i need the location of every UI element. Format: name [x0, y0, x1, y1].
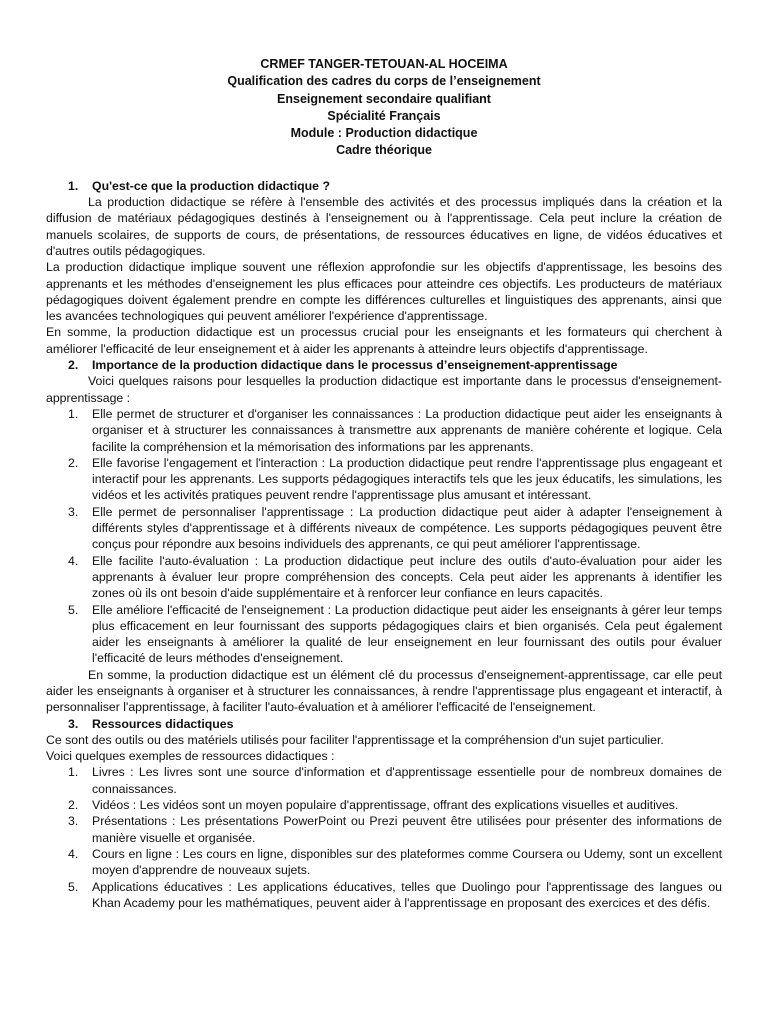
- section-3-intro-2: Voici quelques exemples de ressources didactiques :: [46, 749, 335, 764]
- list-item-text: Elle facilite l'auto-évaluation : La production didactique peut inclure des outils d'auto-évaluation pour aider les apprenants à évaluer leur propre compréhension des concepts. Cela peut aider les apprenants à identifier les zones où ils ont besoin d'aide supplémentaire et à renforcer leur confiance en leurs capacités.: [92, 553, 722, 601]
- header-speciality: Spécialité Français: [327, 108, 441, 123]
- section-2-intro: Voici quelques raisons pour lesquelles la production didactique est importante dans le processus d'enseignement-apprentissage :: [46, 374, 722, 405]
- section-2-list: [46, 406, 722, 667]
- list-number: 4.: [68, 553, 79, 568]
- list-number: 5.: [68, 879, 79, 894]
- list-item-text: Présentations : Les présentations PowerPoint ou Prezi peuvent être utilisées pour présenter des informations de manière visuelle et organisée.: [92, 814, 722, 845]
- section-1-heading: [46, 178, 722, 194]
- list-item-text: Applications éducatives : Les applications éducatives, telles que Duolingo pour l'apprentissage des langues ou Khan Academy pour les mathématiques, peuvent aider à l'apprentissage en proposant des exercices et des défis.: [92, 879, 722, 910]
- section-3-title: Ressources didactiques: [92, 716, 234, 731]
- document-header: [46, 56, 722, 160]
- list-item-text: Elle favorise l'engagement et l'interaction : La production didactique peut rendre l'apprentissage plus engageant et interactif pour les apprenants. Les supports pédagogiques interactifs tels que les jeux éducatifs, les simulations, les vidéos et les activités pratiques peuvent rendre l'apprentissage plus amusant et intéressant.: [92, 455, 722, 503]
- list-number: 1.: [68, 406, 79, 421]
- section-3-item: [46, 764, 722, 797]
- header-level: Enseignement secondaire qualifiant: [277, 91, 491, 106]
- section-3-number: 3.: [68, 716, 79, 731]
- list-number: 1.: [68, 765, 79, 780]
- section-3-item: [46, 846, 722, 879]
- list-item-text: Vidéos : Les vidéos sont un moyen populaire d'apprentissage, offrant des explications visuelles et auditives.: [92, 798, 679, 813]
- list-item-text: Cours en ligne : Les cours en ligne, disponibles sur des plateformes comme Coursera ou Udemy, sont un excellent moyen d'apprendre de nouveaux sujets.: [92, 846, 722, 878]
- list-item-text: Elle améliore l'efficacité de l'enseignement : La production didactique peut aider les enseignants à gérer leur temps plus efficacement en leur fournissant des supports pédagogiques clairs et bien organisés. Cela peut également aider les enseignants à améliorer la qualité de leur enseignement en leur fournissant des outils pour évaluer l'efficacité de leurs méthodes d'enseignement.: [92, 602, 722, 666]
- list-number: 2.: [68, 455, 79, 470]
- list-number: 3.: [68, 504, 79, 519]
- section-3-intro-1: Ce sont des outils ou des matériels utilisés pour faciliter l'apprentissage et la compréhension d'un sujet particulier.: [46, 732, 664, 747]
- section-2-heading: [46, 357, 722, 373]
- list-item-text: Elle permet de personnaliser l'apprentissage : La production didactique peut aider à adapter l'enseignement à différents styles d'apprentissage et à différents niveaux de compétence. Les supports pédagogiques peuvent être conçus pour répondre aux besoins individuels des apprenants, ce qui peut améliorer l'apprentissage.: [92, 504, 722, 552]
- header-subtitle: Cadre théorique: [336, 143, 432, 158]
- section-2-item: [46, 406, 722, 455]
- section-2-number: 2.: [68, 358, 79, 373]
- list-item-text: Livres : Les livres sont une source d'information et d'apprentissage essentielle pour de nombreux domaines de connaissances.: [92, 765, 722, 796]
- section-1-title: Qu'est-ce que la production didactique ?: [92, 178, 330, 193]
- section-3-item: [46, 797, 722, 813]
- header-module: Module : Production didactique: [290, 126, 478, 141]
- section-3-heading: [46, 716, 722, 732]
- section-3-item: [46, 879, 722, 912]
- list-number: 4.: [68, 846, 79, 861]
- section-2-item: [46, 602, 722, 667]
- section-2-item: [46, 455, 722, 504]
- section-2-title: Importance de la production didactique dans le processus d’enseignement-apprentissage: [92, 358, 618, 373]
- section-1-paragraph-2: La production didactique implique souvent une réflexion approfondie sur les objectifs d'apprentissage, les besoins des apprenants et les méthodes d'enseignement les plus efficaces pour atteindre ces objectifs. Les producteurs de matériaux pédagogiques doivent également prendre en compte les différences culturelles et linguistiques des apprenants, ainsi que les avancées technologiques qui peuvent améliorer l'expérience d'apprentissage.: [46, 260, 722, 324]
- document-body: [46, 178, 722, 911]
- list-number: 3.: [68, 814, 79, 829]
- header-institution: CRMEF TANGER-TETOUAN-AL HOCEIMA: [260, 57, 508, 71]
- list-item-text: Elle permet de structurer et d'organiser les connaissances : La production didactique peut aider les enseignants à organiser et à structurer les connaissances à transmettre aux apprenants de manière cohérente et logique. Cela facilite la compréhension et la mémorisation des informations par les apprenants.: [92, 406, 722, 454]
- section-1-paragraph-1: La production didactique se réfère à l'ensemble des activités et des processus impliqués dans la création et la diffusion de matériaux pédagogiques destinés à l'enseignement ou à l'apprentissage. Cela peut inclure la création de manuels scolaires, de supports de cours, de présentations, de ressources éducatives en ligne, de vidéos éducatives et d'autres outils pédagogiques.: [46, 195, 722, 258]
- header-qualification: Qualification des cadres du corps de l’enseignement: [227, 74, 541, 89]
- section-2-item: [46, 504, 722, 553]
- section-3-item: [46, 813, 722, 846]
- section-2-item: [46, 553, 722, 602]
- section-1-paragraph-3: En somme, la production didactique est un processus crucial pour les enseignants et les formateurs qui cherchent à améliorer l'efficacité de leur enseignement et à aider les apprenants à atteindre leurs objectifs d'apprentissage.: [46, 325, 722, 356]
- list-number: 2.: [68, 798, 79, 813]
- list-number: 5.: [68, 602, 79, 617]
- section-2-conclusion: En somme, la production didactique est un élément clé du processus d'enseignement-apprentissage, car elle peut aider les enseignants à organiser et à structurer les connaissances, à rendre l'apprentissage plus engageant et interactif, à personnaliser l'apprentissage, à faciliter l'auto-évaluation et à améliorer l'efficacité de l'enseignement.: [46, 667, 722, 715]
- section-1-number: 1.: [68, 178, 79, 193]
- section-3-list: [46, 764, 722, 911]
